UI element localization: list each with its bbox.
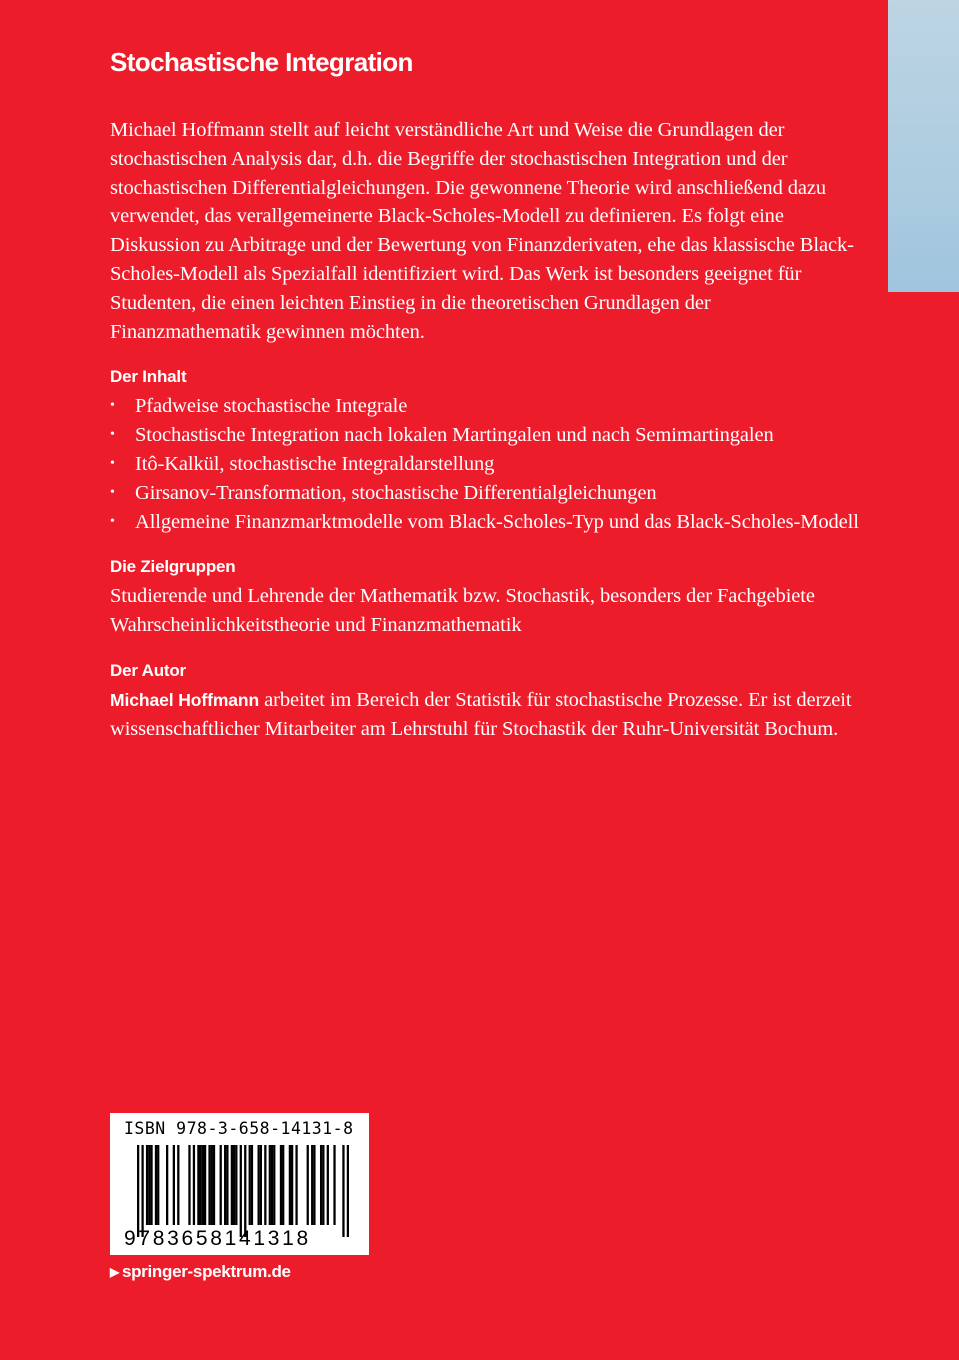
barcode-bar [197, 1145, 199, 1225]
barcode-bar [157, 1145, 159, 1225]
barcode-bar [226, 1145, 228, 1225]
barcode-bar [311, 1145, 313, 1225]
barcode-bar [141, 1145, 143, 1237]
barcode-bar [240, 1145, 242, 1237]
barcode-bar [166, 1145, 168, 1225]
barcode-bar [150, 1145, 152, 1225]
barcode-bar [235, 1145, 237, 1225]
barcode-bar [307, 1145, 309, 1225]
back-cover-content [110, 44, 860, 744]
barcode-bar [173, 1145, 175, 1225]
barcode-bar [258, 1145, 260, 1225]
audience-text: Studierende und Lehrende der Mathematik bzw. Stochastik, besonders der Fachgebiete Wahrscheinlichkeitstheorie und Finanzmathematik [110, 585, 815, 637]
barcode-bar [224, 1145, 226, 1225]
author-bio [110, 686, 860, 744]
barcode-bar [282, 1145, 284, 1225]
barcode-bars [137, 1145, 349, 1237]
list-item: • Pfadweise stochastische Integrale [110, 392, 860, 421]
ean-digits: 9783658141318 [124, 1227, 311, 1250]
barcode-bar [193, 1145, 195, 1225]
bullet-icon: • [110, 513, 115, 529]
list-item: • Stochastische Integration nach lokalen Martingalen und nach Semimartingalen [110, 421, 860, 450]
publisher-link[interactable] [110, 1262, 291, 1282]
barcode-bar [137, 1145, 139, 1237]
book-description: Michael Hoffmann stellt auf leicht verständliche Art und Weise die Grundlagen der stochastischen Analysis dar, d.h. die Begriffe der stochastischen Integration und der stochastischen Differentialgleichungen. Die gewonnene Theorie wird anschließend dazu verwendet, das verallgemeinerte Black-Scholes-Modell zu definieren. Es folgt eine Diskussion zu Arbitrage und der Bewertung von Finanzderivaten, ehe das klassische Black-Scholes-Modell als Spezialfall identifiziert wird. Das Werk ist besonders geeignet für Studenten, die einen leichten Einstieg in die theoretischen Grundlagen der Finanzmathematik gewinnen möchten. [110, 119, 854, 343]
list-item: • Allgemeine Finanzmarktmodelle vom Black-Scholes-Typ und das Black-Scholes-Modell [110, 508, 860, 537]
barcode-bar [249, 1145, 251, 1225]
contents-heading: Der Inhalt [110, 367, 187, 387]
contents-list [110, 392, 860, 536]
barcode-bar [199, 1145, 201, 1225]
barcode-bar [231, 1145, 233, 1225]
barcode-bar [291, 1145, 293, 1225]
barcode-bar [289, 1145, 291, 1225]
barcode-bar [295, 1145, 297, 1225]
list-item: • Girsanov-Transformation, stochastische Differentialgleichungen [110, 479, 860, 508]
barcode-bar [177, 1145, 179, 1225]
author-heading: Der Autor [110, 660, 186, 680]
barcode-bar [264, 1145, 266, 1225]
barcode-bar [208, 1145, 210, 1225]
side-color-bar [888, 0, 959, 292]
barcode-bar [155, 1145, 157, 1225]
isbn-label: ISBN 978-3-658-14131-8 [124, 1119, 354, 1138]
isbn-barcode [110, 1113, 369, 1255]
barcode-bar [260, 1145, 262, 1225]
barcode-bar [220, 1145, 222, 1225]
barcode-bar [271, 1145, 273, 1225]
barcode-bar [333, 1145, 335, 1225]
barcode-bar [342, 1145, 344, 1237]
bullet-icon: • [110, 427, 115, 443]
barcode-bar [213, 1145, 215, 1225]
publisher-url: springer-spektrum.de [121, 1262, 291, 1281]
author-bio-text: arbeitet im Bereich der Statistik für stochastische Prozesse. Er ist derzeit wissenschaftlicher Mitarbeiter am Lehrstuhl für Stochastik der Ruhr-Universität Bochum. [110, 688, 852, 740]
barcode-bar [327, 1145, 329, 1225]
list-item: • Itô-Kalkül, stochastische Integraldarstellung [110, 450, 860, 479]
book-title: Stochastische Integration [110, 47, 413, 77]
audience-heading: Die Zielgruppen [110, 557, 236, 577]
bullet-icon: • [110, 455, 115, 471]
barcode-bar [251, 1145, 253, 1225]
barcode-bar [233, 1145, 235, 1225]
barcode-bar [313, 1145, 315, 1225]
barcode-bar [146, 1145, 148, 1225]
barcode-bar [269, 1145, 271, 1225]
bullet-icon: • [110, 484, 115, 500]
barcode-bar [244, 1145, 246, 1237]
barcode-bar [148, 1145, 150, 1225]
barcode-bar [204, 1145, 206, 1225]
barcode-bar [273, 1145, 275, 1225]
barcode-bar [320, 1145, 322, 1225]
triangle-right-icon: ▶ [110, 1265, 119, 1279]
barcode-bar [211, 1145, 213, 1225]
barcode-bar [188, 1145, 190, 1225]
barcode-bar [202, 1145, 204, 1225]
barcode-bar [322, 1145, 324, 1225]
bullet-icon: • [110, 398, 115, 414]
barcode-bar [347, 1145, 349, 1237]
barcode-bar [280, 1145, 282, 1225]
author-name: Michael Hoffmann [110, 689, 260, 710]
